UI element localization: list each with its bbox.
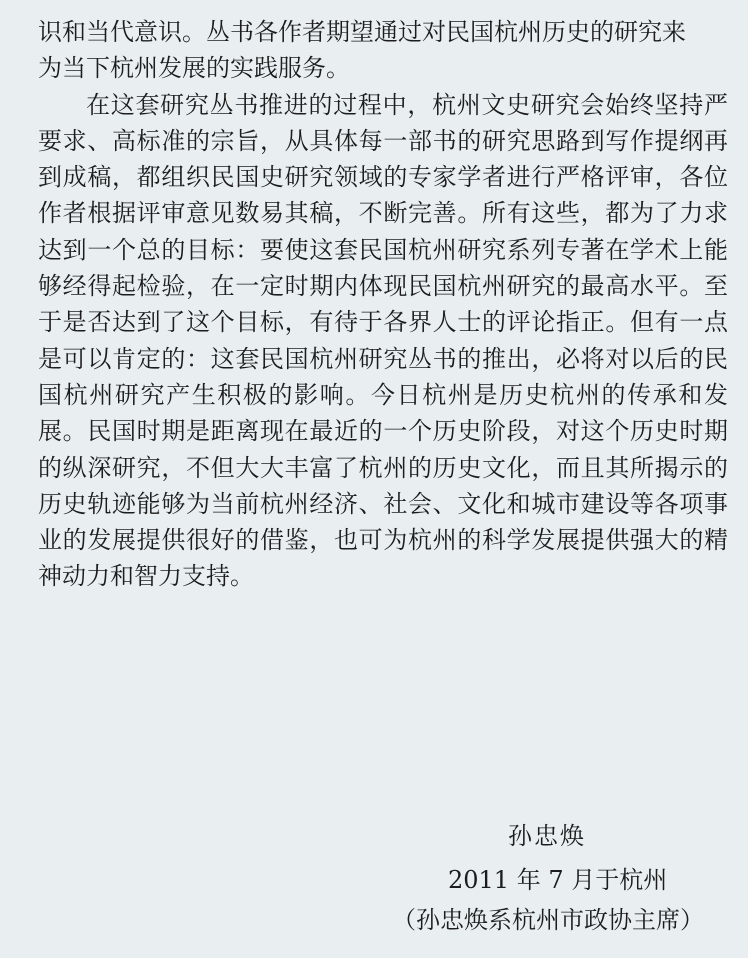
- text-line: 够经得起检验，在一定时期内体现民国杭州研究的最高水平。至: [38, 272, 728, 301]
- author-signature: 孙忠焕: [508, 822, 586, 850]
- text-line: 的纵深研究，不但大大丰富了杭州的历史文化，而且其所揭示的: [38, 453, 728, 482]
- signature-date: 2011 年 7 月于杭州: [448, 866, 668, 894]
- text-line: 作者根据评审意见数易其稿，不断完善。所有这些，都为了力求: [38, 199, 728, 228]
- author-title: （孙忠焕系杭州市政协主席）: [392, 906, 704, 934]
- text-line: 展。民国时期是距离现在最近的一个历史阶段，对这个历史时期: [38, 417, 728, 446]
- body-text: [38, 14, 728, 595]
- text-line: 在这套研究丛书推进的过程中，杭州文史研究会始终坚持严: [86, 90, 728, 119]
- text-line: 业的发展提供很好的借鉴，也可为杭州的科学发展提供强大的精: [38, 526, 728, 555]
- text-line: 是可以肯定的：这套民国杭州研究丛书的推出，必将对以后的民: [38, 344, 728, 373]
- text-line: 达到一个总的目标：要使这套民国杭州研究系列专著在学术上能: [38, 235, 728, 264]
- text-line: 到成稿，都组织民国史研究领域的专家学者进行严格评审，各位: [38, 163, 728, 192]
- text-line: 为当下杭州发展的实践服务。: [38, 54, 350, 83]
- text-line: 于是否达到了这个目标，有待于各界人士的评论指正。但有一点: [38, 308, 728, 337]
- text-line: 要求、高标准的宗旨，从具体每一部书的研究思路到写作提纲再: [38, 126, 728, 155]
- text-line: 国杭州研究产生积极的影响。今日杭州是历史杭州的传承和发: [38, 380, 728, 409]
- text-line: 神动力和智力支持。: [38, 562, 254, 591]
- text-line: 历史轨迹能够为当前杭州经济、社会、文化和城市建设等各项事: [38, 489, 728, 518]
- text-line: 识和当代意识。丛书各作者期望通过对民国杭州历史的研究来: [38, 18, 686, 46]
